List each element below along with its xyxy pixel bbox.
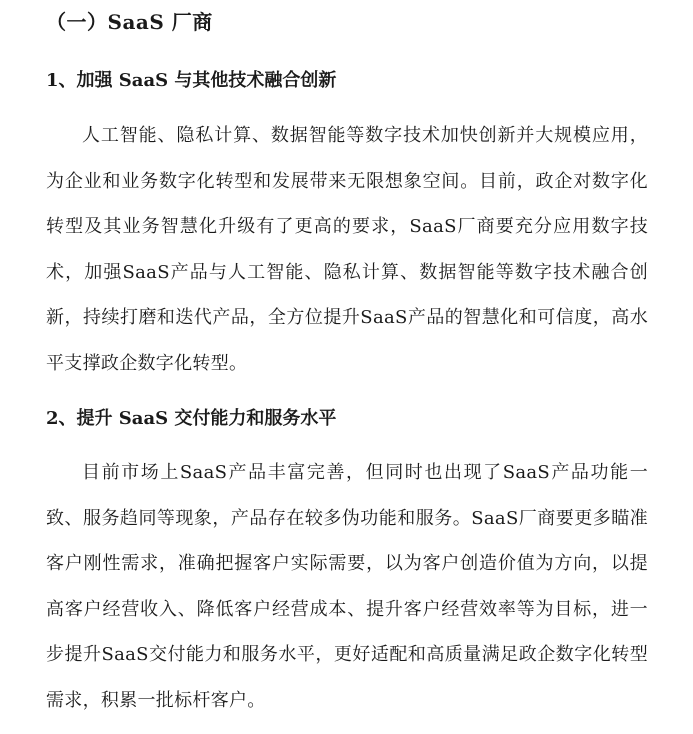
subsection-title-2: 2、提升 SaaS 交付能力和服务水平 [46,408,337,429]
section-heading: （一）SaaS 厂商 [46,10,213,34]
subsection-title-1: 1、加强 SaaS 与其他技术融合创新 [46,70,337,91]
subsection-paragraph-1: 人工智能、隐私计算、数据智能等数字技术加快创新并大规模应用，为企业和业务数字化转型和发展带来无限想象空间。目前，政企对数字化转型及其业务智慧化升级有了更高的要求，SaaS厂商要充分应用数字技术，加强SaaS产品与人工智能、隐私计算、数据智能等数字技术融合创新，持续打磨和迭代产品，全方位提升SaaS产品的智慧化和可信度，高水平支撑政企数字化转型。 [46,125,648,374]
subsection-paragraph-2: 目前市场上SaaS产品丰富完善，但同时也出现了SaaS产品功能一致、服务趋同等现象，产品存在较多伪功能和服务。SaaS厂商要更多瞄准客户刚性需求，准确把握客户实际需要，以为客户创造价值为方向，以提高客户经营收入、降低客户经营成本、提升客户经营效率等为目标，进一步提升SaaS交付能力和服务水平，更好适配和高质量满足政企数字化转型需求，积累一批标杆客户。 [46,462,648,711]
